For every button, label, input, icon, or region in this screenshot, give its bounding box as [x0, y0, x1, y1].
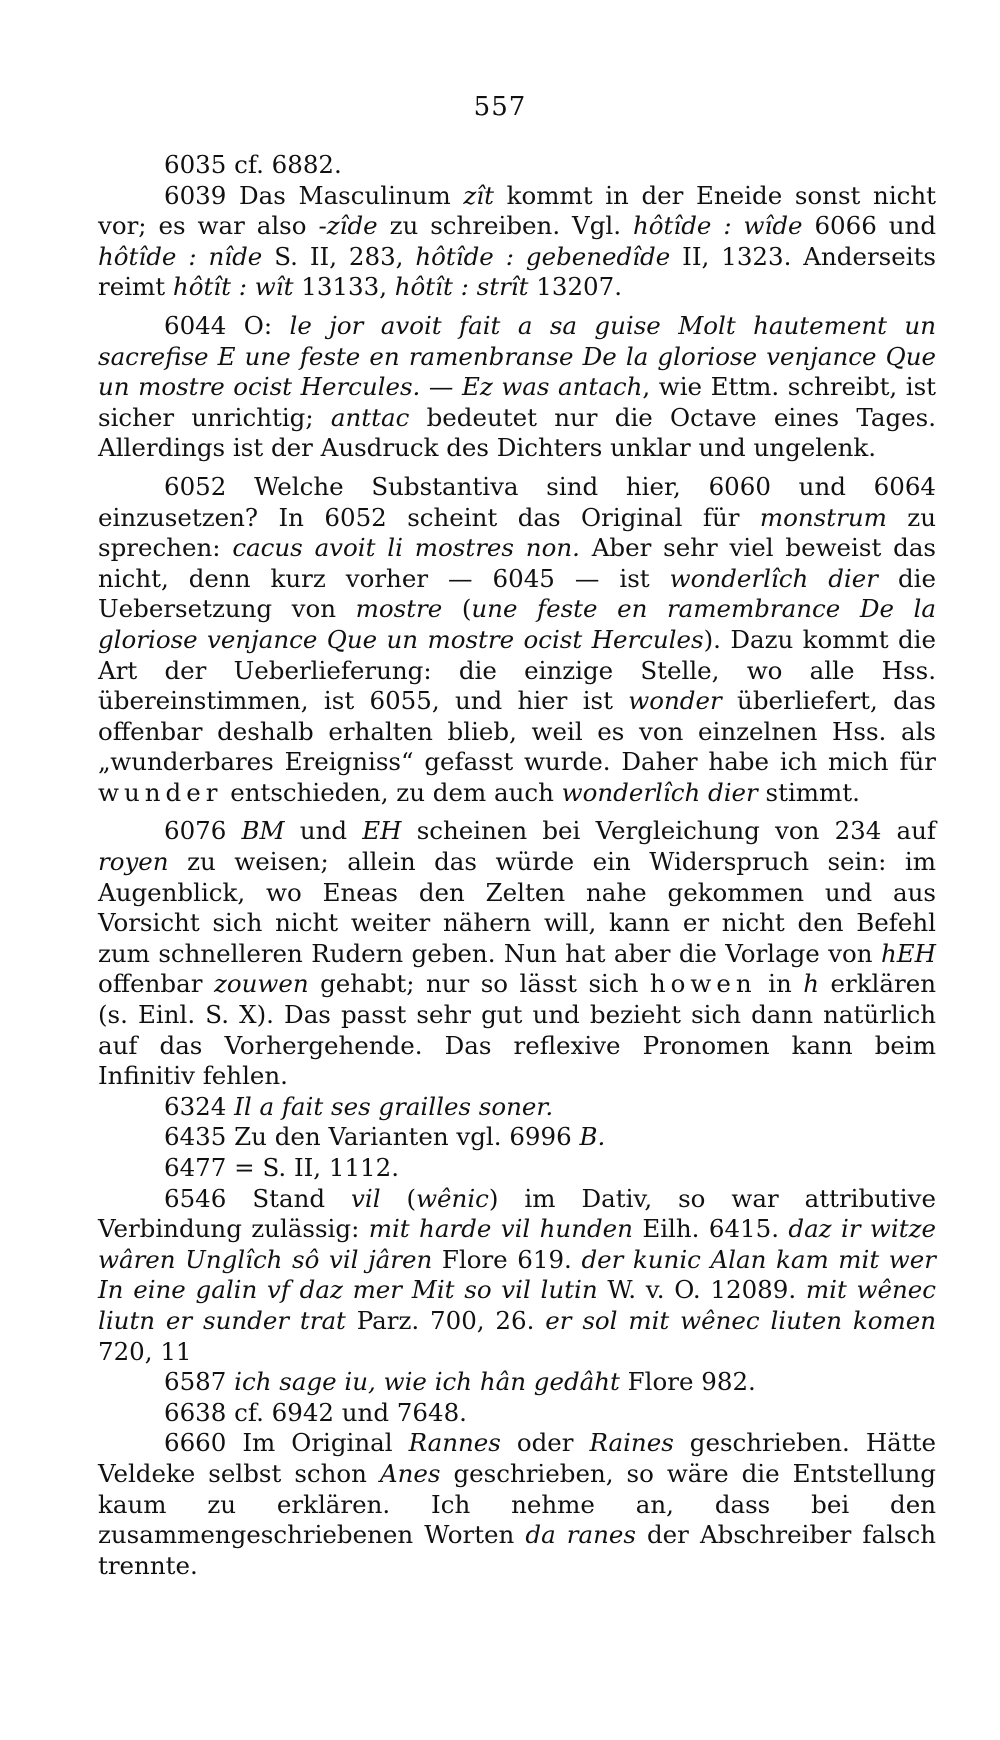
italic-text: B. [579, 1122, 606, 1152]
note-text: — [420, 372, 462, 402]
note-text: S. II, 283, [262, 241, 416, 271]
note-paragraph [98, 1367, 936, 1398]
note-text [226, 1092, 234, 1121]
note-text: W. v. O. 12089. [597, 1275, 806, 1305]
note-text: und [284, 816, 363, 846]
italic-text: er sol mit wênec liuten komen [545, 1305, 936, 1335]
note-text: ) im Dativ, so war attributive Verbindung zulässig: [98, 1183, 936, 1244]
note-text: cf. 6882. [226, 150, 342, 179]
note-text: geschrieben, so wäre die Entstellung kaum zu erklären. Ich nehme an, dass bei den zusammengeschriebenen Worten [98, 1458, 936, 1550]
note-paragraph [98, 1428, 936, 1581]
note-text: Parz. 700, 26. [345, 1305, 546, 1335]
note-text: scheinen bei Vergleichung von 234 auf [401, 816, 936, 846]
italic-text: hEH [880, 938, 936, 968]
note-text: Welche Substantiva sind hier, 6060 und 6064 einzusetzen? In 6052 scheint das Original für [98, 471, 936, 532]
italic-text: hôtîde : gebenedîde [415, 241, 671, 271]
note-paragraph [98, 1092, 936, 1123]
note-number: 6076 [164, 816, 227, 846]
note-text: = S. II, 1112. [226, 1153, 400, 1182]
note-number: 6638 [164, 1397, 227, 1427]
spaced-text: wunder [98, 777, 223, 807]
note-text: Stand [226, 1183, 352, 1213]
italic-text: le jor avoit fait a sa guise Molt hautement un sacrefise E une feste en ramenbranse De la gloriose venjance Que un mostre ocist Hercules. [98, 310, 936, 402]
italic-text: mostre [355, 594, 443, 624]
italic-text: daz ir witze wâren Unglîch sô vil jâren [98, 1214, 936, 1274]
italic-text: EH [362, 816, 402, 846]
italic-text: hôtît : strît [394, 272, 529, 302]
italic-text: Il a fait ses grailles soner. [234, 1091, 554, 1121]
note-text: stimmt. [757, 777, 860, 807]
italic-text: mit harde vil hunden [368, 1214, 633, 1244]
note-text: 13207. [528, 272, 622, 302]
italic-text: wonder [628, 686, 722, 716]
note-text: 6066 und [802, 211, 937, 241]
italic-text: h [803, 969, 820, 999]
italic-text: cacus avoit li mostres non. [232, 533, 580, 563]
note-number: 6035 [164, 150, 227, 179]
note-text: Eilh. 6415. [632, 1214, 789, 1244]
note-number: 6660 [164, 1428, 227, 1458]
note-text [226, 1367, 234, 1396]
notes-body [98, 150, 936, 1581]
note-text: 13133, [293, 272, 395, 302]
note-text: kommt in der Eneide sonst nicht vor; es war also [98, 180, 936, 241]
italic-text: -zîde [318, 211, 378, 241]
italic-text: der kunic Alan kam mit wer In eine galin vf daz mer Mit so vil lutin [98, 1244, 936, 1305]
italic-text: ich sage iu, wie ich hân gedâht [234, 1367, 620, 1397]
italic-text: une feste en ramembrance De la gloriose venjance Que un mostre ocist Hercules [98, 594, 936, 654]
note-text: Im Original [226, 1428, 409, 1458]
note-paragraph [98, 181, 936, 303]
note-text: zu schreiben. Vgl. [377, 211, 633, 241]
note-text: erklären (s. Einl. S. X). Das passt sehr gut und bezieht sich dann natürlich auf das Vorhergehende. Das reflexive Pronomen kann beim Infinitiv fehlen. [98, 969, 936, 1091]
italic-text: hôtîde : nîde [98, 241, 263, 271]
note-text: gehabt; nur so lässt sich [308, 969, 650, 999]
note-number: 6052 [164, 471, 227, 501]
italic-text: da ranes [525, 1520, 636, 1550]
note-text: geschrieben. Hätte Veldeke selbst schon [98, 1428, 936, 1488]
italic-text: hôtîde : wîde [633, 211, 803, 241]
note-number: 6546 [164, 1183, 227, 1213]
note-text: , wie Ettm. schreibt, ist sicher unrichtig; [98, 372, 937, 432]
note-paragraph [98, 1184, 936, 1368]
italic-text: zouwen [213, 969, 309, 999]
italic-text: royen [98, 847, 169, 877]
note-text: entschieden, zu dem auch [222, 777, 562, 807]
italic-text: vil [351, 1183, 381, 1213]
italic-text: Raines [589, 1428, 674, 1458]
italic-text: wonderlîch dier [669, 563, 878, 593]
spaced-text: howen [649, 969, 757, 999]
note-number: 6039 [164, 180, 227, 210]
italic-text: zît [463, 180, 494, 210]
note-number: 6324 [164, 1091, 227, 1121]
note-number: 6477 [164, 1153, 227, 1182]
note-text: Aber sehr viel beweist das nicht, denn kurz vorher — 6045 — ist [98, 533, 936, 593]
note-paragraph [98, 311, 936, 464]
note-paragraph [98, 150, 936, 181]
note-number: 6044 [164, 310, 227, 340]
note-paragraph [98, 472, 936, 809]
italic-text: Rannes [408, 1428, 501, 1458]
note-text [226, 816, 241, 845]
note-text: zu sprechen: [98, 502, 936, 563]
italic-text: monstrum [759, 502, 887, 532]
note-text: überliefert, das offenbar deshalb erhalten blieb, weil es von einzelnen Hss. als „wunderbares Ereigniss“ gefasst wurde. Daher habe ich mich für [98, 686, 936, 777]
note-paragraph [98, 1122, 936, 1153]
italic-text: hôtît : wît [172, 272, 294, 302]
note-text: in [756, 969, 804, 999]
italic-text: wonderlîch dier [561, 777, 758, 807]
note-text: die Uebersetzung von [98, 563, 937, 624]
note-text: der Abschreiber falsch trennte. [98, 1520, 936, 1580]
note-text: O: [226, 310, 290, 340]
note-text: Das Masculinum [226, 180, 464, 210]
italic-text: wênic [416, 1183, 489, 1213]
italic-text: BM [241, 816, 285, 846]
note-text: II, 1323. Anderseits reimt [98, 241, 936, 302]
italic-text: anttac [330, 402, 410, 432]
note-text: bedeutet nur die Octave eines Tages. Allerdings ist der Ausdruck des Dichters unklar und ungelenk. [98, 402, 936, 463]
note-text: Flore 619. [432, 1244, 582, 1274]
note-paragraph [98, 1398, 936, 1429]
note-number: 6587 [164, 1367, 227, 1397]
note-text: cf. 6942 und 7648. [226, 1397, 467, 1427]
note-text: Zu den Varianten vgl. 6996 [226, 1122, 580, 1152]
note-text: 720, 11 [98, 1336, 192, 1366]
note-paragraph [98, 1153, 936, 1184]
note-text: ( [442, 594, 472, 624]
note-number: 6435 [164, 1122, 227, 1152]
page-number: 557 [473, 92, 527, 122]
note-text: Flore 982. [619, 1367, 756, 1397]
note-text: ( [380, 1183, 417, 1213]
italic-text: Anes [379, 1458, 441, 1488]
italic-text: Ez was antach [461, 372, 643, 402]
italic-text: mit wênec liutn er sunder trat [98, 1275, 937, 1335]
note-paragraph [98, 816, 936, 1091]
note-text: zu weisen; allein das würde ein Widerspruch sein: im Augenblick, wo Eneas den Zelten nahe gekommen und aus Vorsicht sich nicht weiter nähern will, kann er nicht den Befehl zum schnelleren Rudern geben. Nun hat aber die Vorlage von [98, 847, 936, 968]
note-text: offenbar [98, 969, 214, 999]
note-text: oder [500, 1428, 590, 1458]
note-text: ). Dazu kommt die Art der Ueberlieferung: die einzige Stelle, wo alle Hss. übereinstimmen, ist 6055, und hier ist [98, 624, 936, 716]
